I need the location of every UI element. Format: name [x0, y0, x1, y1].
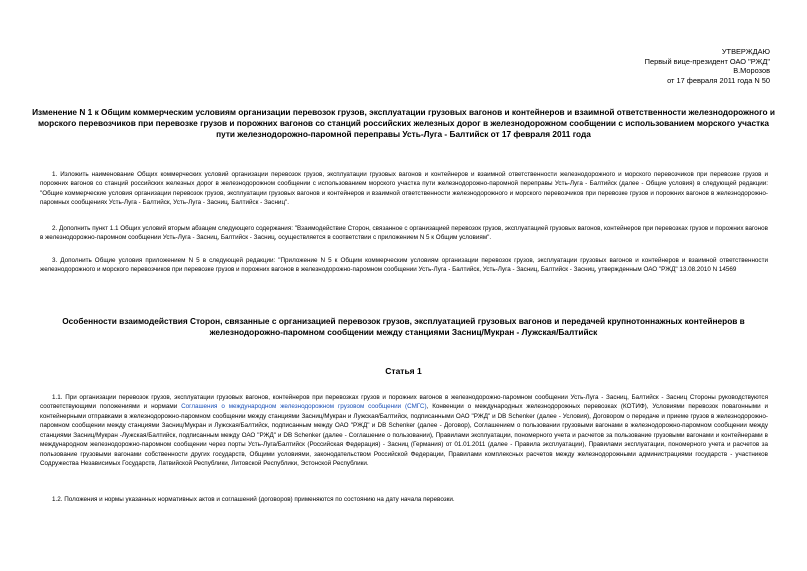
paragraph-1 [40, 170, 768, 208]
paragraph-2-text: 2. Дополнить пункт 1.1 Общих условий вторым абзацем следующего содержания: "Взаимодействие Сторон, связанное с организацией перевозок грузов, эксплуатацией грузовых вагонов, контейнеров при перевозках грузов и порожних вагонов в железнодорожно-паромном сообщении Усть-Луга - Засниц, Балтийск - Засниц, осуществляется в соответствии с приложением N 5 к Общим условиям". [40, 225, 768, 242]
paragraph-1-1-text-start: 1.1. При организации перевозок грузов, эксплуатации грузовых вагонов, контейнеров при перевозках грузов и порожних вагонов в железнодорожно-паромном сообщении Усть-Луга - Засниц, Балтийск - Засниц Стороны руководствуются соответствующими положениями и нормами [40, 394, 768, 411]
paragraph-1-text: 1. Изложить наименование Общих коммерческих условий организации перевозок грузов, эксплуатации грузовых вагонов и контейнеров и взаимной ответственности железнодорожного и морского перевозчиков при перевозке грузов и порожних вагонов со станций российских железных дорог в железнодорожном сообщении с использованием морского участка пути железнодорожно-паромной переправы Усть-Луга - Балтийск (далее - Общие условия) в следующей редакции: "Общие коммерческие условия организации перевозок грузов, эксплуатации грузовых вагонов и контейнеров и взаимной ответственности железнодорожного и морского перевозчиков при перевозке грузов и порожних вагонов в железнодорожно-паромных сообщениях Усть-Луга - Балтийск, Усть-Луга - Засниц, Балтийск - Засниц". [40, 171, 768, 207]
smgs-agreement-link[interactable]: Соглашения о международном железнодорожном грузовом сообщении (СМГС) [181, 403, 427, 411]
section-title: Особенности взаимодействия Сторон, связанные с организацией перевозок грузов, эксплуатацией грузовых вагонов и передачей крупнотоннажных контейнеров в железнодорожно-паромном сообщении между станциями Засниц/Мукран - Лужская/Балтийск [62, 316, 745, 337]
paragraph-1-2 [40, 495, 768, 504]
paragraph-1-1-text-end: , Конвенции о международных железнодорожных перевозках (КОТИФ), Условиями перевозок повагонными и контейнерными отправками в железнодорожно-паромном сообщении между станциями Засниц/Мукран и Лужская/Балтийск, подписанными ОАО "РЖД" и DB Schenker (далее - Условия), Договором о передаче и приеме грузов в железнодорожно-паромном сообщении между станциями Засниц/Мукран и Лужская/Балтийск, подписанным между ОАО "РЖД" и DB Schenker (далее - Договор), Соглашением о пользовании грузовыми вагонами в железнодорожно-паромном сообщении между станциями Засниц/Мукран -Лужская/Балтийск, подписанным между ОАО "РЖД" и DB Schenker (далее - Соглашение о пользовании), Правилами эксплуатации, пономерного учета и расчетов за пользование грузовыми вагонами и контейнерами в международном железнодорожно-паромном сообщении через порты Усть-Луга/Балтийск (Российская Федерация) - Засниц (Германия) от 01.01.2011 (далее - Правила эксплуатации), Правилами эксплуатации, пономерного учета и расчетов за пользование грузовыми вагонами собственности других государств, Общими условиями, законодательством Российской Федерации, Правилами комплексных расчетов между железнодорожными администрациями государств - участников Содружества Независимых Государств, Латвийской Республики, Литовской Республики, Эстонской Республики. [40, 403, 768, 468]
paragraph-3-text: 3. Дополнить Общие условия приложением N 5 в следующей редакции: "Приложение N 5 к Общим коммерческим условиям организации перевозок грузов, эксплуатации грузовых вагонов и контейнеров и взаимной ответственности железнодорожного и морского перевозчиков при перевозке грузов и порожних вагонов в железнодорожно-паромном сообщении Усть-Луга - Балтийск, Усть-Луга - Засниц, Балтийск - Засниц, утвержденным ОАО "РЖД" 13.08.2010 N 14569 [40, 257, 768, 274]
paragraph-3 [40, 256, 768, 275]
approval-signatory: В.Морозов [733, 66, 770, 76]
approval-position: Первый вице-президент ОАО "РЖД" [644, 56, 770, 66]
document-title: Изменение N 1 к Общим коммерческим условиям организации перевозок грузов, эксплуатации грузовых вагонов и контейнеров и взаимной ответственности железнодорожного и морского перевозчиков при перевозке грузов и порожних вагонов со станций российских железных дорог в железнодорожном сообщении с использованием морского участка пути железнодорожно-паромной переправы Усть-Луга - Балтийск от 17 февраля 2011 года [32, 107, 775, 139]
paragraph-1-2-text: 1.2. Положения и нормы указанных нормативных актов и соглашений (договоров) применяются по состоянию на дату начала перевозки. [52, 496, 455, 503]
approval-block [645, 47, 770, 85]
approval-date: от 17 февраля 2011 года N 50 [667, 75, 770, 85]
approval-heading: УТВЕРЖДАЮ [721, 47, 770, 56]
paragraph-1-1 [40, 393, 768, 469]
paragraph-2 [40, 224, 768, 243]
article-title: Статья 1 [385, 366, 422, 376]
